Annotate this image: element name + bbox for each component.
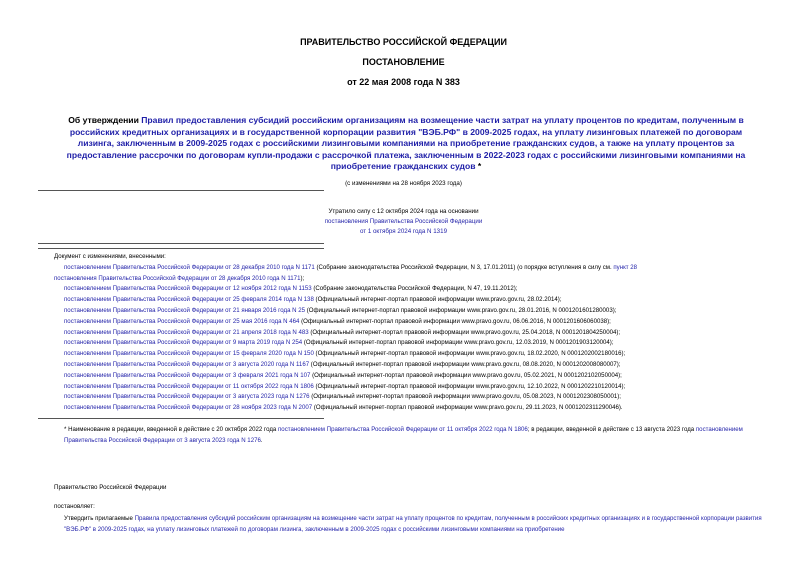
list-item	[54, 338, 769, 349]
changes-intro: Документ с изменениями, внесенными:	[54, 253, 166, 260]
lost-force-note	[0, 207, 807, 237]
lost-force-link-1[interactable]: постановления Правительства Российской Федерации	[324, 218, 483, 225]
change-link[interactable]: постановлением Правительства Российской Федерации от 21 апреля 2018 года N 483	[64, 328, 309, 336]
divider	[38, 248, 324, 249]
government-name: Правительство Российской Федерации	[54, 484, 167, 491]
list-item	[54, 306, 769, 317]
approve-paragraph	[54, 514, 769, 535]
list-item	[54, 371, 769, 382]
change-link[interactable]: постановлением Правительства Российской Федерации от 25 мая 2016 года N 464	[64, 317, 300, 325]
change-text: (Официальный интернет-портал правовой информации www.pravo.gov.ru, 08.08.2020, N 0001202008080007);	[309, 360, 621, 368]
change-text: (Официальный интернет-портал правовой информации www.pravo.gov.ru, 05.02.2021, N 0001202102050004);	[310, 371, 622, 379]
change-text: (Официальный интернет-портал правовой информации www.pravo.gov.ru, 12.03.2019, N 0001201903120004);	[302, 339, 614, 347]
doc-date: от 22 мая 2008 года N 383	[347, 77, 460, 87]
change-link[interactable]: постановлением Правительства Российской Федерации от 28 декабря 2010 года N 1171	[64, 263, 315, 271]
title-link[interactable]: Правил предоставления субсидий российским организациям на возмещение части затрат на уплату процентов по кредитам, полученным в российских кредитных организациях и в государственной корпорации развития "ВЭБ.РФ" в 2009-2025 годах, на уплату лизинговых платежей по договорам лизинга, заключенным в 2009-2025 годах с российскими лизинговыми компаниями на приобретение гражданских судов, а также на уплату процентов за предоставление рассрочки по договорам купли-продажи с рассрочкой платежа, заключенным в 2022-2023 годах с российскими лизинговыми компаниями на приобретение гражданских судов	[66, 115, 746, 171]
decides-text: постановляет:	[54, 503, 95, 510]
divider	[38, 190, 324, 191]
change-link[interactable]: постановлением Правительства Российской Федерации от 21 января 2016 года N 25	[64, 306, 306, 314]
list-item	[54, 392, 769, 403]
doc-type: ПОСТАНОВЛЕНИЕ	[362, 57, 445, 67]
change-link[interactable]: постановлением Правительства Российской Федерации от 3 февраля 2021 года N 107	[64, 371, 311, 379]
divider	[38, 418, 324, 419]
footnote-text: .	[260, 436, 263, 444]
change-text: );	[300, 274, 305, 282]
org-header: ПРАВИТЕЛЬСТВО РОССИЙСКОЙ ФЕДЕРАЦИИ	[300, 37, 507, 47]
list-item	[54, 382, 769, 393]
change-items	[54, 284, 769, 414]
divider	[38, 243, 324, 244]
footnote-link[interactable]: постановлением Правительства Российской Федерации от 11 октября 2022 года N 1806	[278, 426, 528, 433]
list-item	[54, 295, 769, 306]
changes-list	[54, 252, 769, 414]
change-text: (Официальный интернет-портал правовой информации www.pravo.gov.ru, 29.11.2023, N 0001202311290046).	[312, 404, 623, 412]
change-text: (Официальный интернет-портал правовой информации www.pravo.gov.ru, 28.02.2014);	[313, 296, 562, 304]
change-link[interactable]: постановлением Правительства Российской Федерации от 11 октября 2022 года N 1806	[64, 382, 314, 390]
title-prefix: Об утверждении	[68, 115, 142, 125]
change-text: (Официальный интернет-портал правовой информации www.pravo.gov.ru, 28.01.2016, N 0001201601280003);	[305, 306, 617, 314]
change-link[interactable]: постановлением Правительства Российской Федерации от 15 февраля 2020 года N 150	[64, 350, 314, 358]
list-item	[54, 263, 769, 274]
list-item	[54, 349, 769, 360]
change-link[interactable]: постановлением Правительства Российской Федерации от 3 августа 2020 года N 1167	[64, 360, 310, 368]
change-link[interactable]: постановлением Правительства Российской Федерации от 12 ноября 2012 года N 1153	[64, 285, 312, 293]
change-link[interactable]: пункт 28	[613, 263, 638, 271]
change-text: (Официальный интернет-портал правовой информации www.pravo.gov.ru, 05.08.2023, N 0001202308050001);	[309, 393, 621, 401]
change-link[interactable]: постановлением Правительства Российской Федерации от 3 августа 2023 года N 1276	[64, 393, 310, 401]
changed-note: (с изменениями на 28 ноября 2023 года)	[345, 180, 462, 187]
list-item	[54, 284, 769, 295]
change-link[interactable]: постановлением Правительства Российской Федерации от 9 марта 2019 года N 254	[64, 339, 303, 347]
approve-link[interactable]: Правила предоставления субсидий российским организациям на возмещение части затрат на уплату процентов по кредитам, полученным в российских кредитных организациях и в государственной корпорации развития "ВЭБ.РФ" в 2009-2025 годах, на уплату лизинговых платежей по договорам лизинга, заключенным в 2009-2025 годах с российскими лизинговыми компаниями на приобретение	[64, 515, 762, 533]
list-item	[54, 328, 769, 339]
footnote-text: * Наименование в редакции, введенной в действие с 20 октября 2022 года	[64, 426, 278, 433]
footnote-link[interactable]: постановлением Правительства Российской Федерации от 3 августа 2023 года N 1276	[64, 426, 743, 444]
doc-title	[56, 115, 756, 173]
footnote	[54, 425, 769, 447]
change-text: (Собрание законодательства Российской Федерации, N 3, 17.01.2011) (о порядке вступления в силу см.	[314, 263, 614, 271]
change-link[interactable]: постановлением Правительства Российской Федерации от 28 ноября 2023 года N 2007	[64, 404, 313, 412]
lost-force-link-2[interactable]: от 1 октября 2024 года N 1319	[359, 228, 448, 235]
change-link[interactable]: постановления Правительства Российской Федерации от 28 декабря 2010 года N 1171	[54, 274, 301, 282]
change-text: (Официальный интернет-портал правовой информации www.pravo.gov.ru, 18.02.2020, N 0001202002180016);	[313, 350, 626, 358]
change-link[interactable]: постановлением Правительства Российской Федерации от 25 февраля 2014 года N 138	[64, 296, 314, 304]
change-text: (Официальный интернет-портал правовой информации www.pravo.gov.ru, 12.10.2022, N 0001202210120014);	[313, 382, 626, 390]
approve-text: Утвердить прилагаемые	[64, 515, 135, 522]
list-item	[54, 360, 769, 371]
change-text: (Официальный интернет-портал правовой информации www.pravo.gov.ru, 25.04.2018, N 0001201804250004);	[308, 328, 621, 336]
list-item	[54, 317, 769, 328]
list-item	[54, 274, 769, 285]
change-text: (Собрание законодательства Российской Федерации, N 47, 19.11.2012);	[311, 285, 518, 293]
title-suffix: *	[475, 161, 482, 171]
lost-force-text: Утратило силу с 12 октября 2024 года на основании	[328, 208, 479, 215]
footnote-text: ; в редакции, введенной в действие с 13 августа 2023 года	[527, 426, 696, 433]
change-text: (Официальный интернет-портал правовой информации www.pravo.gov.ru, 06.06.2016, N 0001201606060038);	[299, 317, 611, 325]
list-item	[54, 403, 769, 414]
